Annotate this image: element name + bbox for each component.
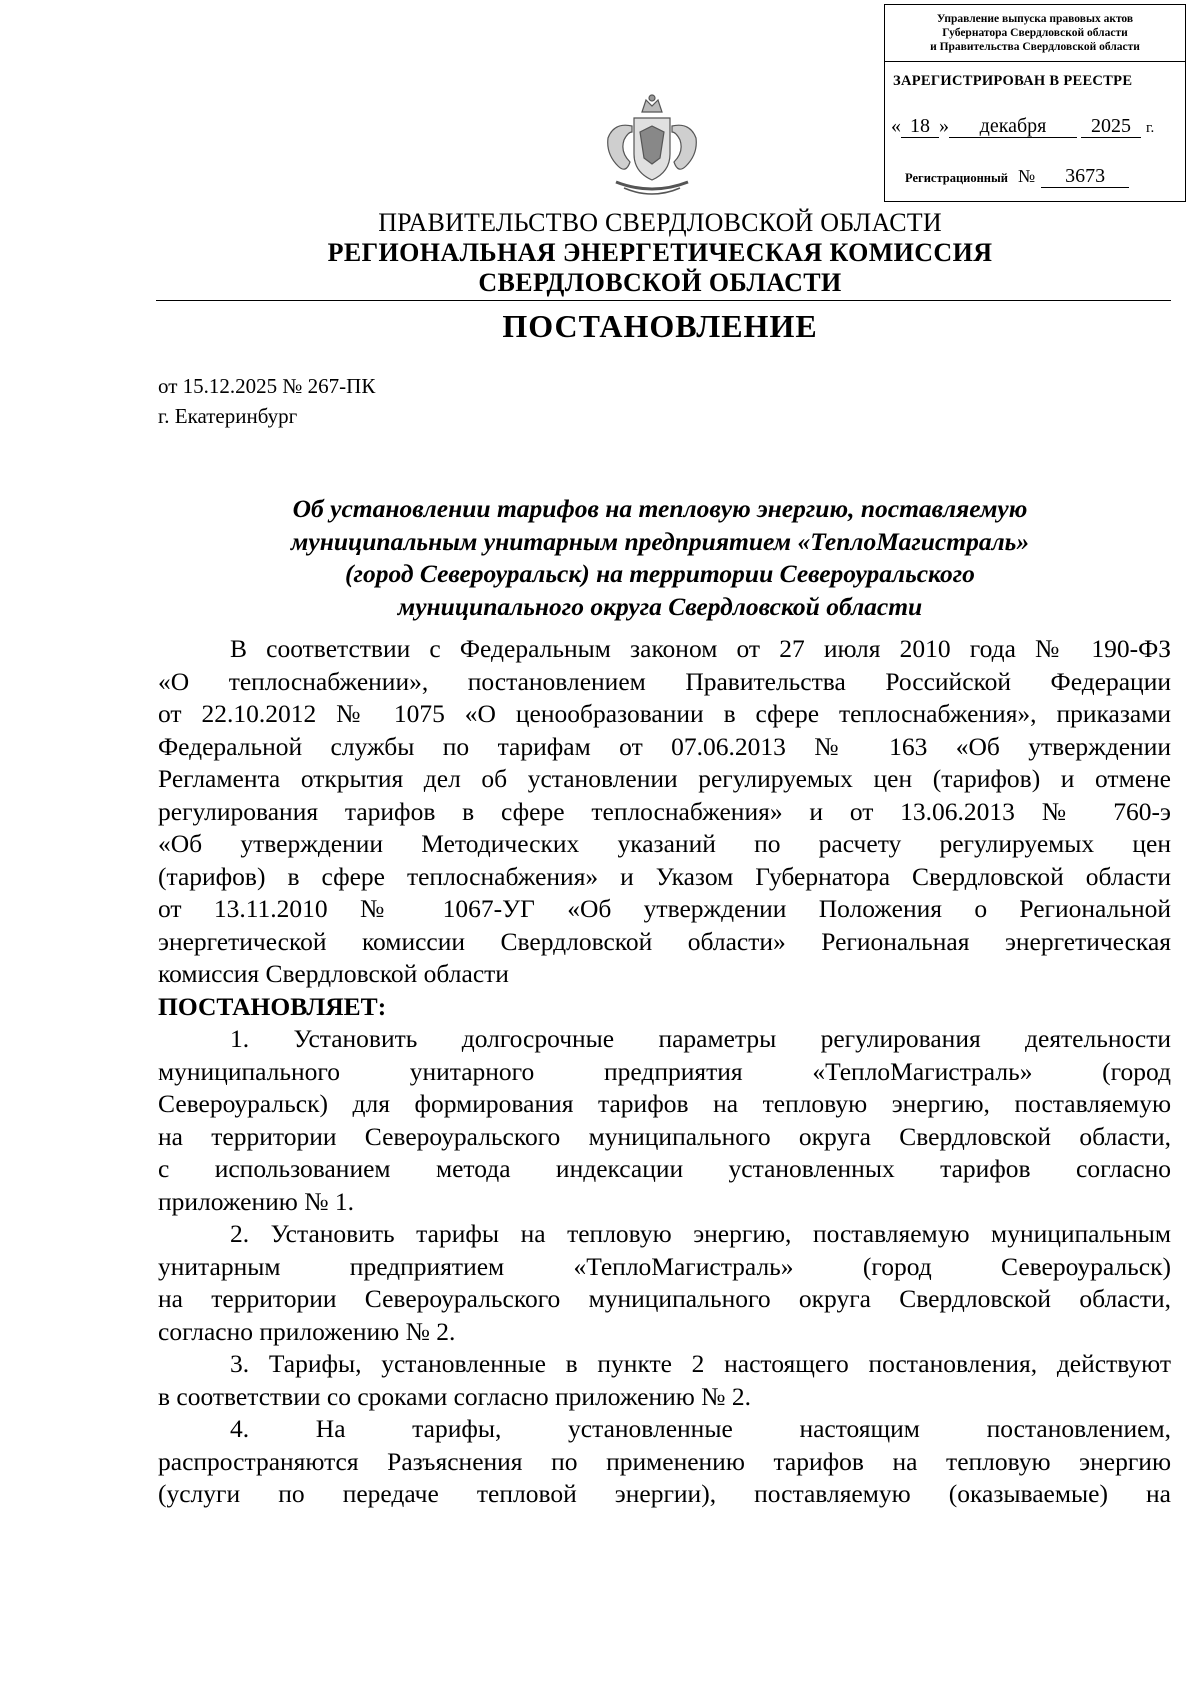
document-subject xyxy=(0,493,1200,623)
clause-2-line: на территории Североуральского муниципального округа Свердловской области, xyxy=(158,1284,1171,1313)
stamp-date-open-quote: « xyxy=(891,115,901,137)
stamp-reg-number: 3673 xyxy=(1041,165,1129,188)
document-type-title: ПОСТАНОВЛЕНИЕ xyxy=(502,308,818,344)
body-line: комиссия Свердловской области xyxy=(158,959,509,988)
body-line: «О теплоснабжении», постановлением Правительства Российской Федерации xyxy=(158,666,1171,696)
clause-2-line: согласно приложению № 2. xyxy=(158,1316,456,1346)
clause-1-line: приложению № 1. xyxy=(158,1186,355,1216)
subject-line: муниципального округа Свердловской области xyxy=(397,591,923,621)
stamp-date-close-quote: » xyxy=(939,115,949,137)
stamp-header-line: и Правительства Свердловской области xyxy=(930,41,1140,53)
subject-line: (город Североуральск) на территории Североуральского xyxy=(345,559,975,588)
body-line: «Об утверждении Методических указаний по расчету регулируемых цен xyxy=(158,829,1171,858)
heading-divider xyxy=(156,300,1171,301)
body-line: Федеральной службы по тарифам от 07.06.2013 № 163 «Об утверждении xyxy=(158,731,1171,761)
stamp-date-suffix: г. xyxy=(1146,120,1155,136)
stamp-registered-label: ЗАРЕГИСТРИРОВАН В РЕЕСТРЕ xyxy=(893,73,1133,89)
stamp-header-line: Губернатора Свердловской области xyxy=(942,27,1128,39)
body-line: от 13.11.2010 № 1067-УГ «Об утверждении Положения о Региональной xyxy=(158,894,1171,923)
clause-2-line: унитарным предприятием «ТеплоМагистраль» (город Североуральск) xyxy=(158,1251,1171,1281)
stamp-reg-label: Регистрационный xyxy=(905,171,1008,185)
commission-heading-line1: РЕГИОНАЛЬНАЯ ЭНЕРГЕТИЧЕСКАЯ КОМИССИЯ xyxy=(327,238,993,267)
stamp-header-line: Управление выпуска правовых актов xyxy=(936,13,1134,25)
stamp-date-month: декабря xyxy=(949,115,1077,138)
subject-line: Об установлении тарифов на тепловую энергию, поставляемую xyxy=(292,494,1028,523)
clause-4-line: (услуги по передаче тепловой энергии), поставляемую (оказываемые) на xyxy=(158,1479,1171,1508)
clause-1-line: муниципального унитарного предприятия «ТеплоМагистраль» (город xyxy=(158,1056,1171,1086)
clause-3-line: 3. Тарифы, установленные в пункте 2 настоящего постановления, действуют xyxy=(230,1349,1171,1378)
clause-1-line: 1. Установить долгосрочные параметры регулирования деятельности xyxy=(230,1024,1171,1053)
coat-of-arms-emblem xyxy=(596,92,708,202)
clause-1-line: на территории Североуральского муниципального округа Свердловской области, xyxy=(158,1121,1171,1151)
clause-2-line: 2. Установить тарифы на тепловую энергию, поставляемую муниципальным xyxy=(230,1219,1171,1248)
body-line: от 22.10.2012 № 1075 «О ценообразовании в сфере теплоснабжения», приказами xyxy=(158,699,1171,728)
body-line: Регламента открытия дел об установлении регулируемых цен (тарифов) и отмене xyxy=(158,764,1171,793)
body-line: (тарифов) в сфере теплоснабжения» и Указом Губернатора Свердловской области xyxy=(158,861,1171,891)
body-line: энергетической комиссии Свердловской области» Региональная энергетическая xyxy=(158,926,1171,956)
clause-3-line: в соответствии со сроками согласно приложению № 2. xyxy=(158,1381,752,1411)
document-city: г. Екатеринбург xyxy=(158,404,298,428)
stamp-date-day: 18 xyxy=(901,115,939,138)
clause-1-line: с использованием метода индексации установленных тарифов согласно xyxy=(158,1154,1171,1183)
body-line: регулирования тарифов в сфере теплоснабжения» и от 13.06.2013 № 760-э xyxy=(158,796,1171,826)
clause-4-line: распространяются Разъяснения по применению тарифов на тепловую энергию xyxy=(158,1446,1171,1476)
government-heading: ПРАВИТЕЛЬСТВО СВЕРДЛОВСКОЙ ОБЛАСТИ xyxy=(378,208,942,237)
subject-line: муниципальным унитарным предприятием «ТеплоМагистраль» xyxy=(290,526,1030,556)
registration-stamp xyxy=(884,4,1186,202)
commission-heading-line2: СВЕРДЛОВСКОЙ ОБЛАСТИ xyxy=(478,268,842,297)
clause-1-line: Североуральск) для формирования тарифов на тепловую энергию, поставляемую xyxy=(158,1089,1171,1118)
stamp-date xyxy=(891,115,1154,138)
document-date-number: от 15.12.2025 № 267-ПК xyxy=(158,374,376,398)
clause-4-line: 4. На тарифы, установленные настоящим постановлением, xyxy=(230,1414,1171,1443)
body-line: В соответствии с Федеральным законом от 27 июля 2010 года № 190-ФЗ xyxy=(230,634,1171,663)
stamp-date-year: 2025 xyxy=(1081,115,1141,138)
resolution-keyword: ПОСТАНОВЛЯЕТ: xyxy=(158,991,387,1021)
stamp-registration-number xyxy=(905,165,1129,188)
stamp-reg-symbol: № xyxy=(1017,166,1036,186)
document-body xyxy=(158,633,1171,1511)
stamp-header xyxy=(885,5,1185,62)
